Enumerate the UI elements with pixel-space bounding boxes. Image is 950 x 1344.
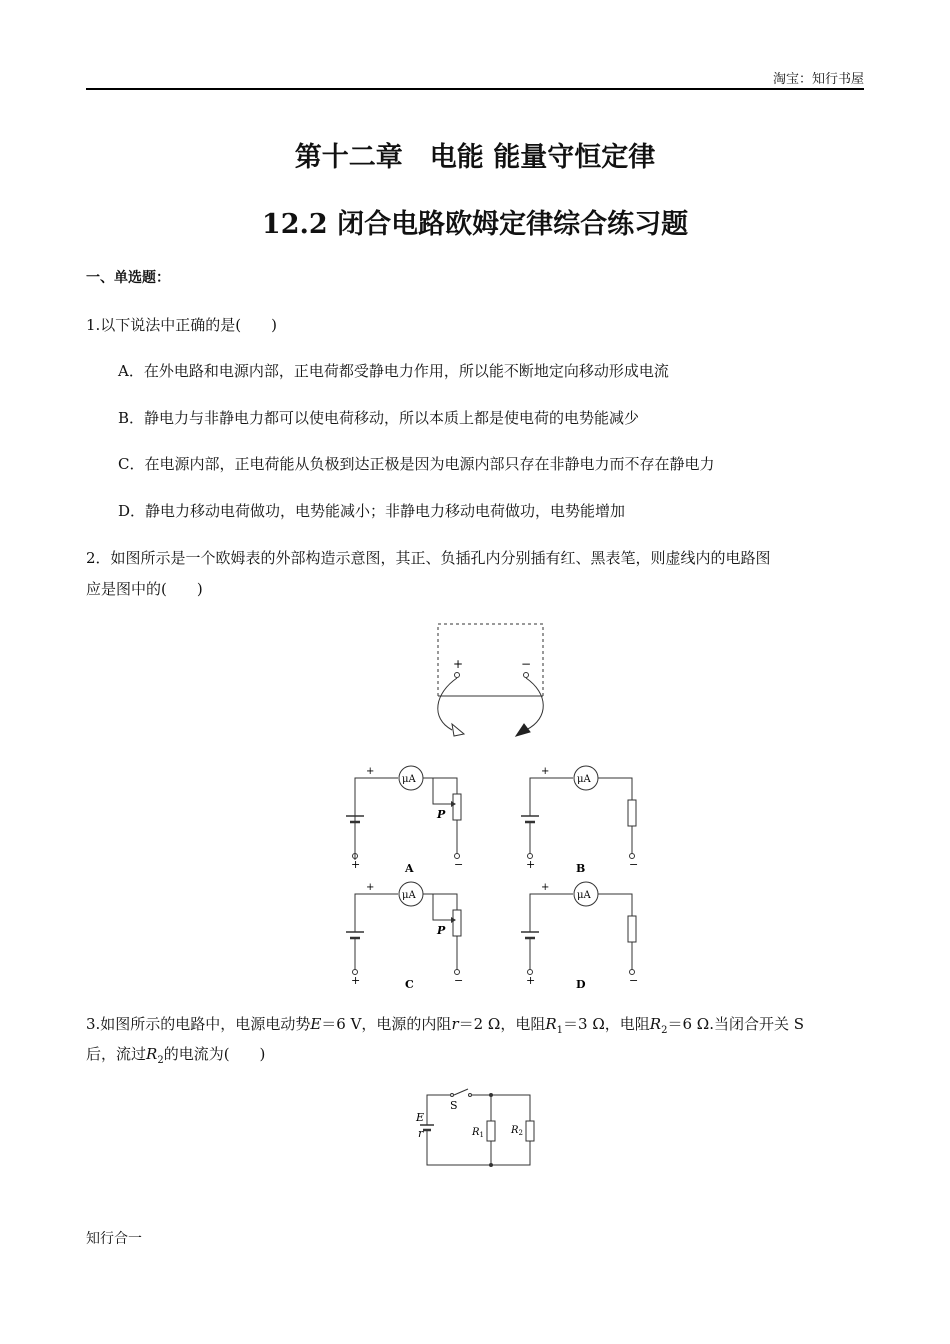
terminal-plus: + [526, 974, 536, 987]
option-label-a: A [405, 862, 414, 875]
junction-bottom [489, 1163, 493, 1167]
circuit-option-d [521, 882, 638, 991]
q1-stem: 1.以下说法中正确的是( ) [86, 316, 278, 334]
switch-blade [454, 1089, 468, 1095]
terminal-minus: − [629, 974, 639, 987]
terminal-plus: + [351, 974, 361, 987]
q2-stem-line1: 2．如图所示是一个欧姆表的外部构造示意图，其正、负插孔内分别插有红、黑表笔，则虚线内的电路图 [86, 549, 771, 567]
resistor [628, 800, 636, 826]
option-label-d: D [576, 978, 586, 991]
option-label-b: B [576, 862, 586, 875]
black-probe-lead [526, 678, 543, 730]
minus-socket [524, 673, 529, 678]
r2-label: $R_2$ [511, 1125, 523, 1137]
header-text: 淘宝：知行书屋 [772, 72, 864, 87]
q3-circuit-figure [410, 1085, 550, 1171]
circuit-option-b [521, 766, 638, 875]
plus-socket-label: + [453, 657, 464, 671]
q1-option-c: C．在电源内部，正电荷能从负极到达正极是因为电源内部只存在非静电力而不存在静电力 [118, 455, 715, 473]
meter-label: μA [577, 774, 591, 785]
red-probe-lead [438, 678, 457, 730]
terminal-plus: + [351, 858, 361, 871]
page-footer: 知行合一 [86, 1231, 142, 1247]
circuit-option-c [346, 882, 463, 991]
black-probe-tip [516, 724, 530, 736]
switch-label: S [450, 1099, 458, 1112]
r1-label: $R_1$ [472, 1127, 484, 1139]
option-label-c: C [405, 978, 414, 991]
meter-label: μA [402, 774, 416, 785]
plus-socket [455, 673, 460, 678]
terminal-plus: + [526, 858, 536, 871]
ohmmeter-figure [420, 618, 560, 740]
terminal-minus: − [454, 974, 464, 987]
section-title: 12.2 闭合电路欧姆定律综合练习题 [261, 209, 689, 240]
q2-options-figure [335, 760, 655, 992]
section-heading: 一、单选题： [86, 270, 170, 286]
switch-contact [451, 1094, 454, 1097]
terminal-minus: − [629, 858, 639, 871]
q1-option-b: B．静电力与非静电力都可以使电荷移动，所以本质上都是使电荷的电势能减少 [118, 409, 640, 427]
meter-label: μA [577, 890, 591, 901]
q1-option-a: A．在外电路和电源内部，正电荷都受静电力作用，所以能不断地定向移动形成电流 [118, 362, 669, 380]
red-probe-tip [452, 724, 464, 736]
internal-resistance-label: r [418, 1127, 424, 1140]
rheostat [453, 794, 461, 820]
meter-label: μA [402, 890, 416, 901]
minus-socket-label: − [521, 657, 532, 671]
q1-option-d: D．静电力移动电荷做功，电势能减小；非静电力移动电荷做功，电势能增加 [118, 502, 626, 520]
meter-plus: + [366, 766, 375, 777]
chapter-title: 第十二章 电能 能量守恒定律 [294, 142, 656, 173]
emf-label: E [416, 1111, 425, 1124]
meter-plus: + [541, 882, 550, 893]
terminal-minus: − [454, 858, 464, 871]
slider-label: P [437, 808, 446, 821]
q2-stem-line2: 应是图中的( ) [86, 580, 203, 598]
q3-stem-line2: 后，流过$R_2$的电流为( ) [86, 1045, 266, 1066]
meter-plus: + [541, 766, 550, 777]
q3-stem-line1: 3.如图所示的电路中，电源电动势E＝6 V，电源的内阻r＝2 Ω，电阻$R_1=3$ Ω，电阻$R_2=6$ Ω.当闭合开关 S [86, 1015, 805, 1036]
slider-label: P [437, 924, 446, 937]
meter-plus: + [366, 882, 375, 893]
junction-top [489, 1093, 493, 1097]
resistor-r2 [526, 1121, 534, 1141]
resistor-r1 [487, 1121, 495, 1141]
page-header [86, 66, 864, 90]
circuit-option-a [346, 766, 463, 875]
